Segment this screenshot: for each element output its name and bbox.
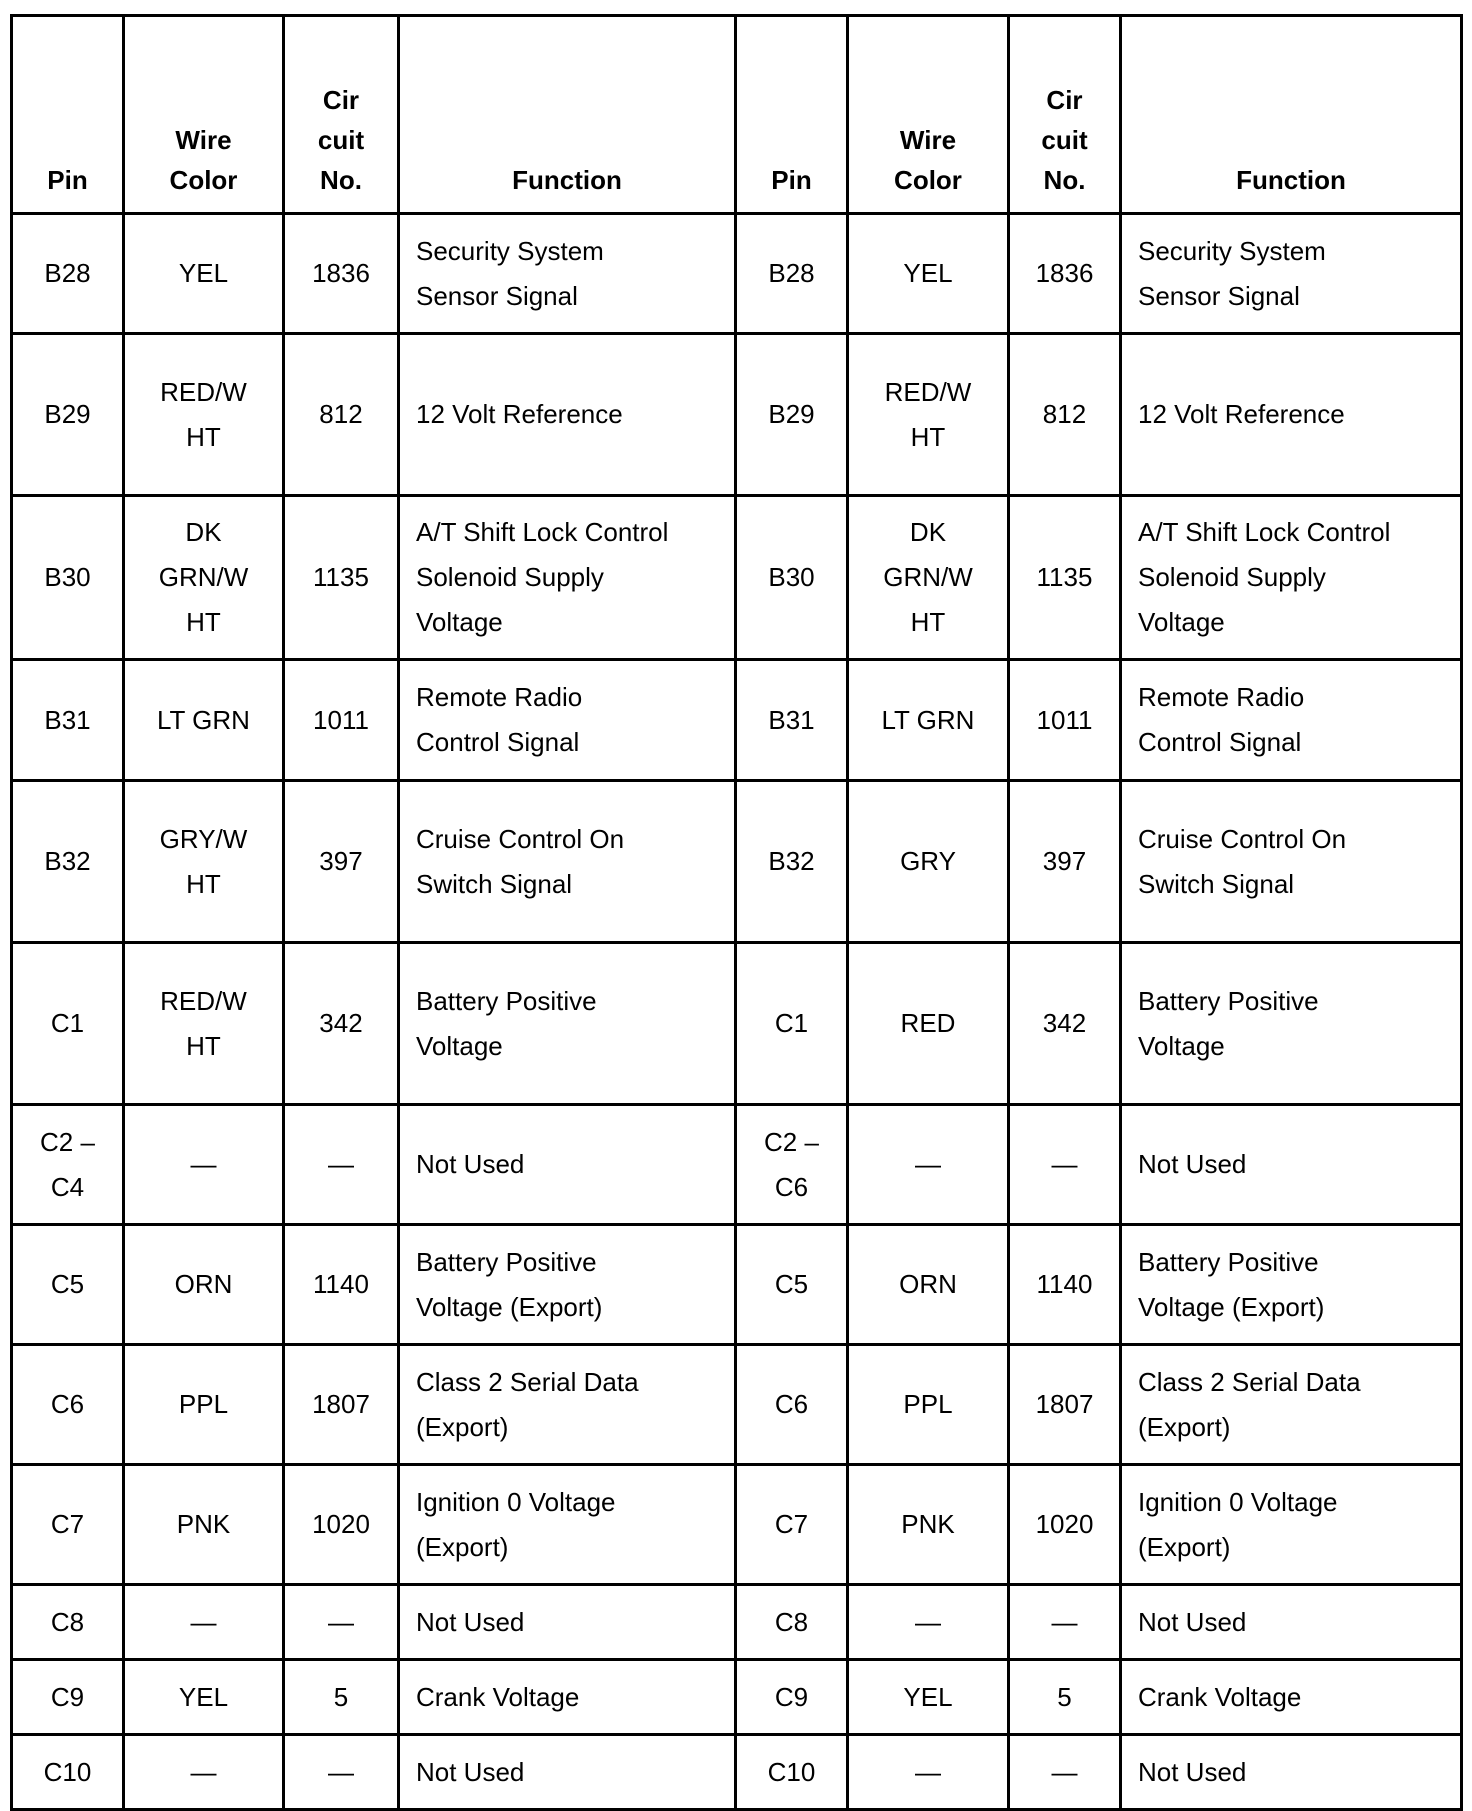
pin-cell: C5 [12, 1225, 124, 1345]
circuit-cell: 1135 [1009, 496, 1121, 660]
pin-cell: C6 [736, 1345, 848, 1465]
pin-cell: B28 [736, 214, 848, 334]
wire-color-cell: YEL [124, 1660, 284, 1735]
function-cell: Remote Radio Control Signal [1121, 660, 1462, 781]
function-cell: A/T Shift Lock Control Solenoid Supply Voltage [1121, 496, 1462, 660]
wire-color-cell: RED/W HT [848, 334, 1009, 496]
header-row [12, 16, 1462, 214]
wire-color-cell: LT GRN [124, 660, 284, 781]
function-cell: Remote Radio Control Signal [399, 660, 736, 781]
circuit-cell: 812 [1009, 334, 1121, 496]
pin-cell: C7 [12, 1465, 124, 1585]
wire-color-cell: PPL [848, 1345, 1009, 1465]
function-cell: Cruise Control On Switch Signal [1121, 781, 1462, 943]
table-row [12, 214, 1462, 334]
table-row [12, 496, 1462, 660]
function-cell: Not Used [399, 1105, 736, 1225]
wire-color-cell: DK GRN/W HT [124, 496, 284, 660]
circuit-cell: 1836 [1009, 214, 1121, 334]
circuit-cell: — [284, 1105, 399, 1225]
function-cell: Ignition 0 Voltage (Export) [399, 1465, 736, 1585]
table-row [12, 1735, 1462, 1810]
wire-color-cell: — [848, 1585, 1009, 1660]
pin-cell: B30 [12, 496, 124, 660]
circuit-cell: — [1009, 1105, 1121, 1225]
pin-cell: C10 [12, 1735, 124, 1810]
header-pin: Pin [736, 16, 848, 214]
function-cell: Not Used [1121, 1735, 1462, 1810]
pin-cell: C1 [736, 943, 848, 1105]
circuit-cell: 397 [1009, 781, 1121, 943]
table-row [12, 1660, 1462, 1735]
function-cell: Not Used [399, 1735, 736, 1810]
table-row [12, 1225, 1462, 1345]
pin-cell: B29 [736, 334, 848, 496]
circuit-cell: — [284, 1735, 399, 1810]
function-cell: 12 Volt Reference [1121, 334, 1462, 496]
pin-cell: C6 [12, 1345, 124, 1465]
header-function: Function [1121, 16, 1462, 214]
wire-color-cell: LT GRN [848, 660, 1009, 781]
wire-color-cell: GRY/W HT [124, 781, 284, 943]
function-cell: Battery Positive Voltage (Export) [1121, 1225, 1462, 1345]
circuit-cell: 342 [284, 943, 399, 1105]
header-circuit-no: Cir cuit No. [1009, 16, 1121, 214]
wire-color-cell: GRY [848, 781, 1009, 943]
table-row [12, 1345, 1462, 1465]
circuit-cell: 1135 [284, 496, 399, 660]
function-cell: Not Used [399, 1585, 736, 1660]
pin-cell: B31 [736, 660, 848, 781]
function-cell: A/T Shift Lock Control Solenoid Supply Voltage [399, 496, 736, 660]
pin-cell: B28 [12, 214, 124, 334]
circuit-cell: 1807 [284, 1345, 399, 1465]
circuit-cell: 1140 [1009, 1225, 1121, 1345]
table-row [12, 334, 1462, 496]
wire-color-cell: ORN [124, 1225, 284, 1345]
circuit-cell: 5 [284, 1660, 399, 1735]
header-function: Function [399, 16, 736, 214]
table-row [12, 1105, 1462, 1225]
circuit-cell: 342 [1009, 943, 1121, 1105]
header-wire-color: Wire Color [848, 16, 1009, 214]
pin-cell: B30 [736, 496, 848, 660]
header-circuit-no: Cir cuit No. [284, 16, 399, 214]
wire-color-cell: — [848, 1105, 1009, 1225]
wire-color-cell: RED/W HT [124, 943, 284, 1105]
wire-color-cell: — [124, 1735, 284, 1810]
circuit-cell: 397 [284, 781, 399, 943]
function-cell: Security System Sensor Signal [399, 214, 736, 334]
function-cell: Ignition 0 Voltage (Export) [1121, 1465, 1462, 1585]
wire-color-cell: — [124, 1585, 284, 1660]
wire-color-cell: YEL [848, 214, 1009, 334]
table-row [12, 660, 1462, 781]
circuit-cell: — [284, 1585, 399, 1660]
wire-color-cell: ORN [848, 1225, 1009, 1345]
circuit-cell: — [1009, 1735, 1121, 1810]
circuit-cell: 1140 [284, 1225, 399, 1345]
table-row [12, 781, 1462, 943]
wire-color-cell: YEL [124, 214, 284, 334]
circuit-cell: 5 [1009, 1660, 1121, 1735]
function-cell: Not Used [1121, 1585, 1462, 1660]
connector-pinout-table [10, 14, 1463, 1811]
header-wire-color: Wire Color [124, 16, 284, 214]
wire-color-cell: RED [848, 943, 1009, 1105]
table-row [12, 1585, 1462, 1660]
wire-color-cell: RED/W HT [124, 334, 284, 496]
function-cell: Class 2 Serial Data (Export) [1121, 1345, 1462, 1465]
pin-cell: C1 [12, 943, 124, 1105]
circuit-cell: 1020 [1009, 1465, 1121, 1585]
pin-cell: C2 – C4 [12, 1105, 124, 1225]
circuit-cell: 1807 [1009, 1345, 1121, 1465]
circuit-cell: 1836 [284, 214, 399, 334]
wire-color-cell: — [124, 1105, 284, 1225]
wire-color-cell: PNK [124, 1465, 284, 1585]
function-cell: 12 Volt Reference [399, 334, 736, 496]
function-cell: Cruise Control On Switch Signal [399, 781, 736, 943]
circuit-cell: 1011 [284, 660, 399, 781]
function-cell: Class 2 Serial Data (Export) [399, 1345, 736, 1465]
table-row [12, 1465, 1462, 1585]
pin-cell: C10 [736, 1735, 848, 1810]
pin-cell: C9 [12, 1660, 124, 1735]
pin-cell: C5 [736, 1225, 848, 1345]
pin-cell: C7 [736, 1465, 848, 1585]
function-cell: Security System Sensor Signal [1121, 214, 1462, 334]
circuit-cell: — [1009, 1585, 1121, 1660]
function-cell: Battery Positive Voltage [1121, 943, 1462, 1105]
function-cell: Battery Positive Voltage (Export) [399, 1225, 736, 1345]
circuit-cell: 1011 [1009, 660, 1121, 781]
pin-cell: C2 – C6 [736, 1105, 848, 1225]
pin-cell: C8 [12, 1585, 124, 1660]
circuit-cell: 812 [284, 334, 399, 496]
wire-color-cell: — [848, 1735, 1009, 1810]
wire-color-cell: PPL [124, 1345, 284, 1465]
function-cell: Battery Positive Voltage [399, 943, 736, 1105]
wire-color-cell: PNK [848, 1465, 1009, 1585]
pin-cell: B31 [12, 660, 124, 781]
pin-cell: C8 [736, 1585, 848, 1660]
pin-cell: B32 [736, 781, 848, 943]
function-cell: Not Used [1121, 1105, 1462, 1225]
header-pin: Pin [12, 16, 124, 214]
wire-color-cell: DK GRN/W HT [848, 496, 1009, 660]
pin-cell: B29 [12, 334, 124, 496]
circuit-cell: 1020 [284, 1465, 399, 1585]
table-row [12, 943, 1462, 1105]
wire-color-cell: YEL [848, 1660, 1009, 1735]
function-cell: Crank Voltage [399, 1660, 736, 1735]
pin-cell: C9 [736, 1660, 848, 1735]
function-cell: Crank Voltage [1121, 1660, 1462, 1735]
pin-cell: B32 [12, 781, 124, 943]
